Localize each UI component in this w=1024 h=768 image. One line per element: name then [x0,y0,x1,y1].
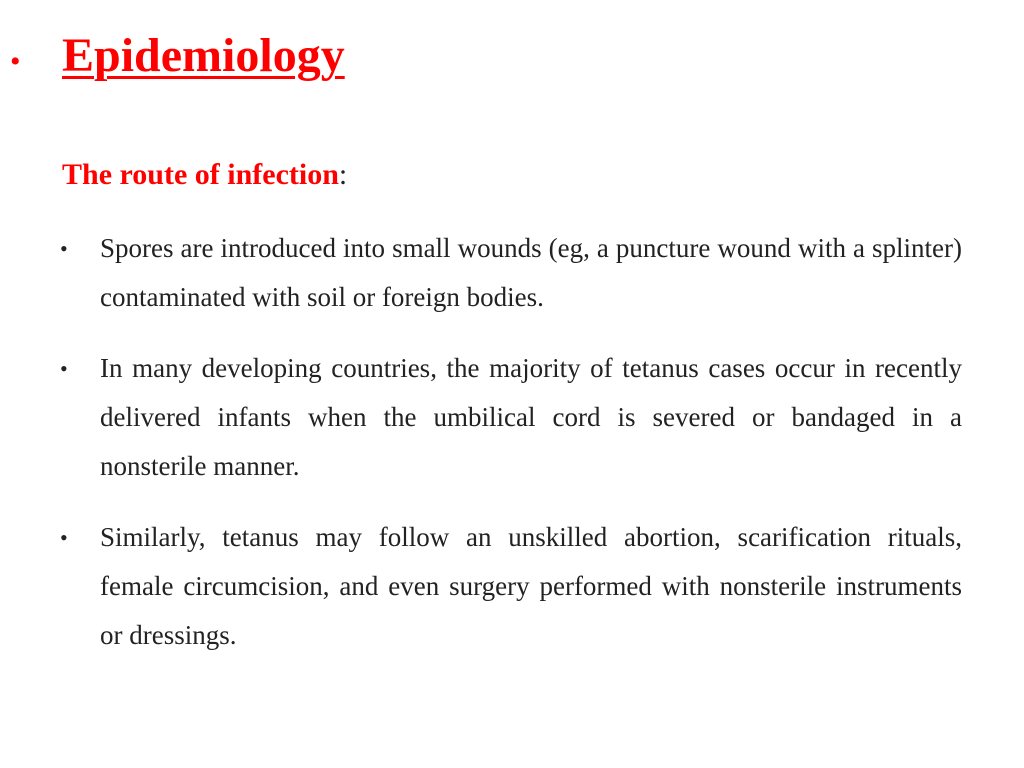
subheading-text: The route of infection [62,158,339,191]
list-item [56,513,962,660]
slide-title: Epidemiology [62,29,345,82]
title-bullet-icon: • [10,45,21,78]
bullet-text: In many developing countries, the majority of tetanus cases occur in recently delivered infants when the umbilical cord is severed or bandaged in a nonsterile manner. [100,353,962,481]
subheading [62,155,347,195]
bullet-list [56,224,962,682]
bullet-text: Spores are introduced into small wounds (eg, a puncture wound with a splinter) contaminated with soil or foreign bodies. [100,233,962,312]
bullet-icon: • [60,236,68,261]
list-item [56,344,962,491]
list-item [56,224,962,322]
subheading-colon: : [338,158,348,191]
bullet-icon: • [60,356,68,381]
bullet-text: Similarly, tetanus may follow an unskilled abortion, scarification rituals, female circumcision, and even surgery performed with nonsterile instruments or dressings. [100,522,962,650]
title-row [10,26,345,90]
bullet-icon: • [60,525,68,550]
